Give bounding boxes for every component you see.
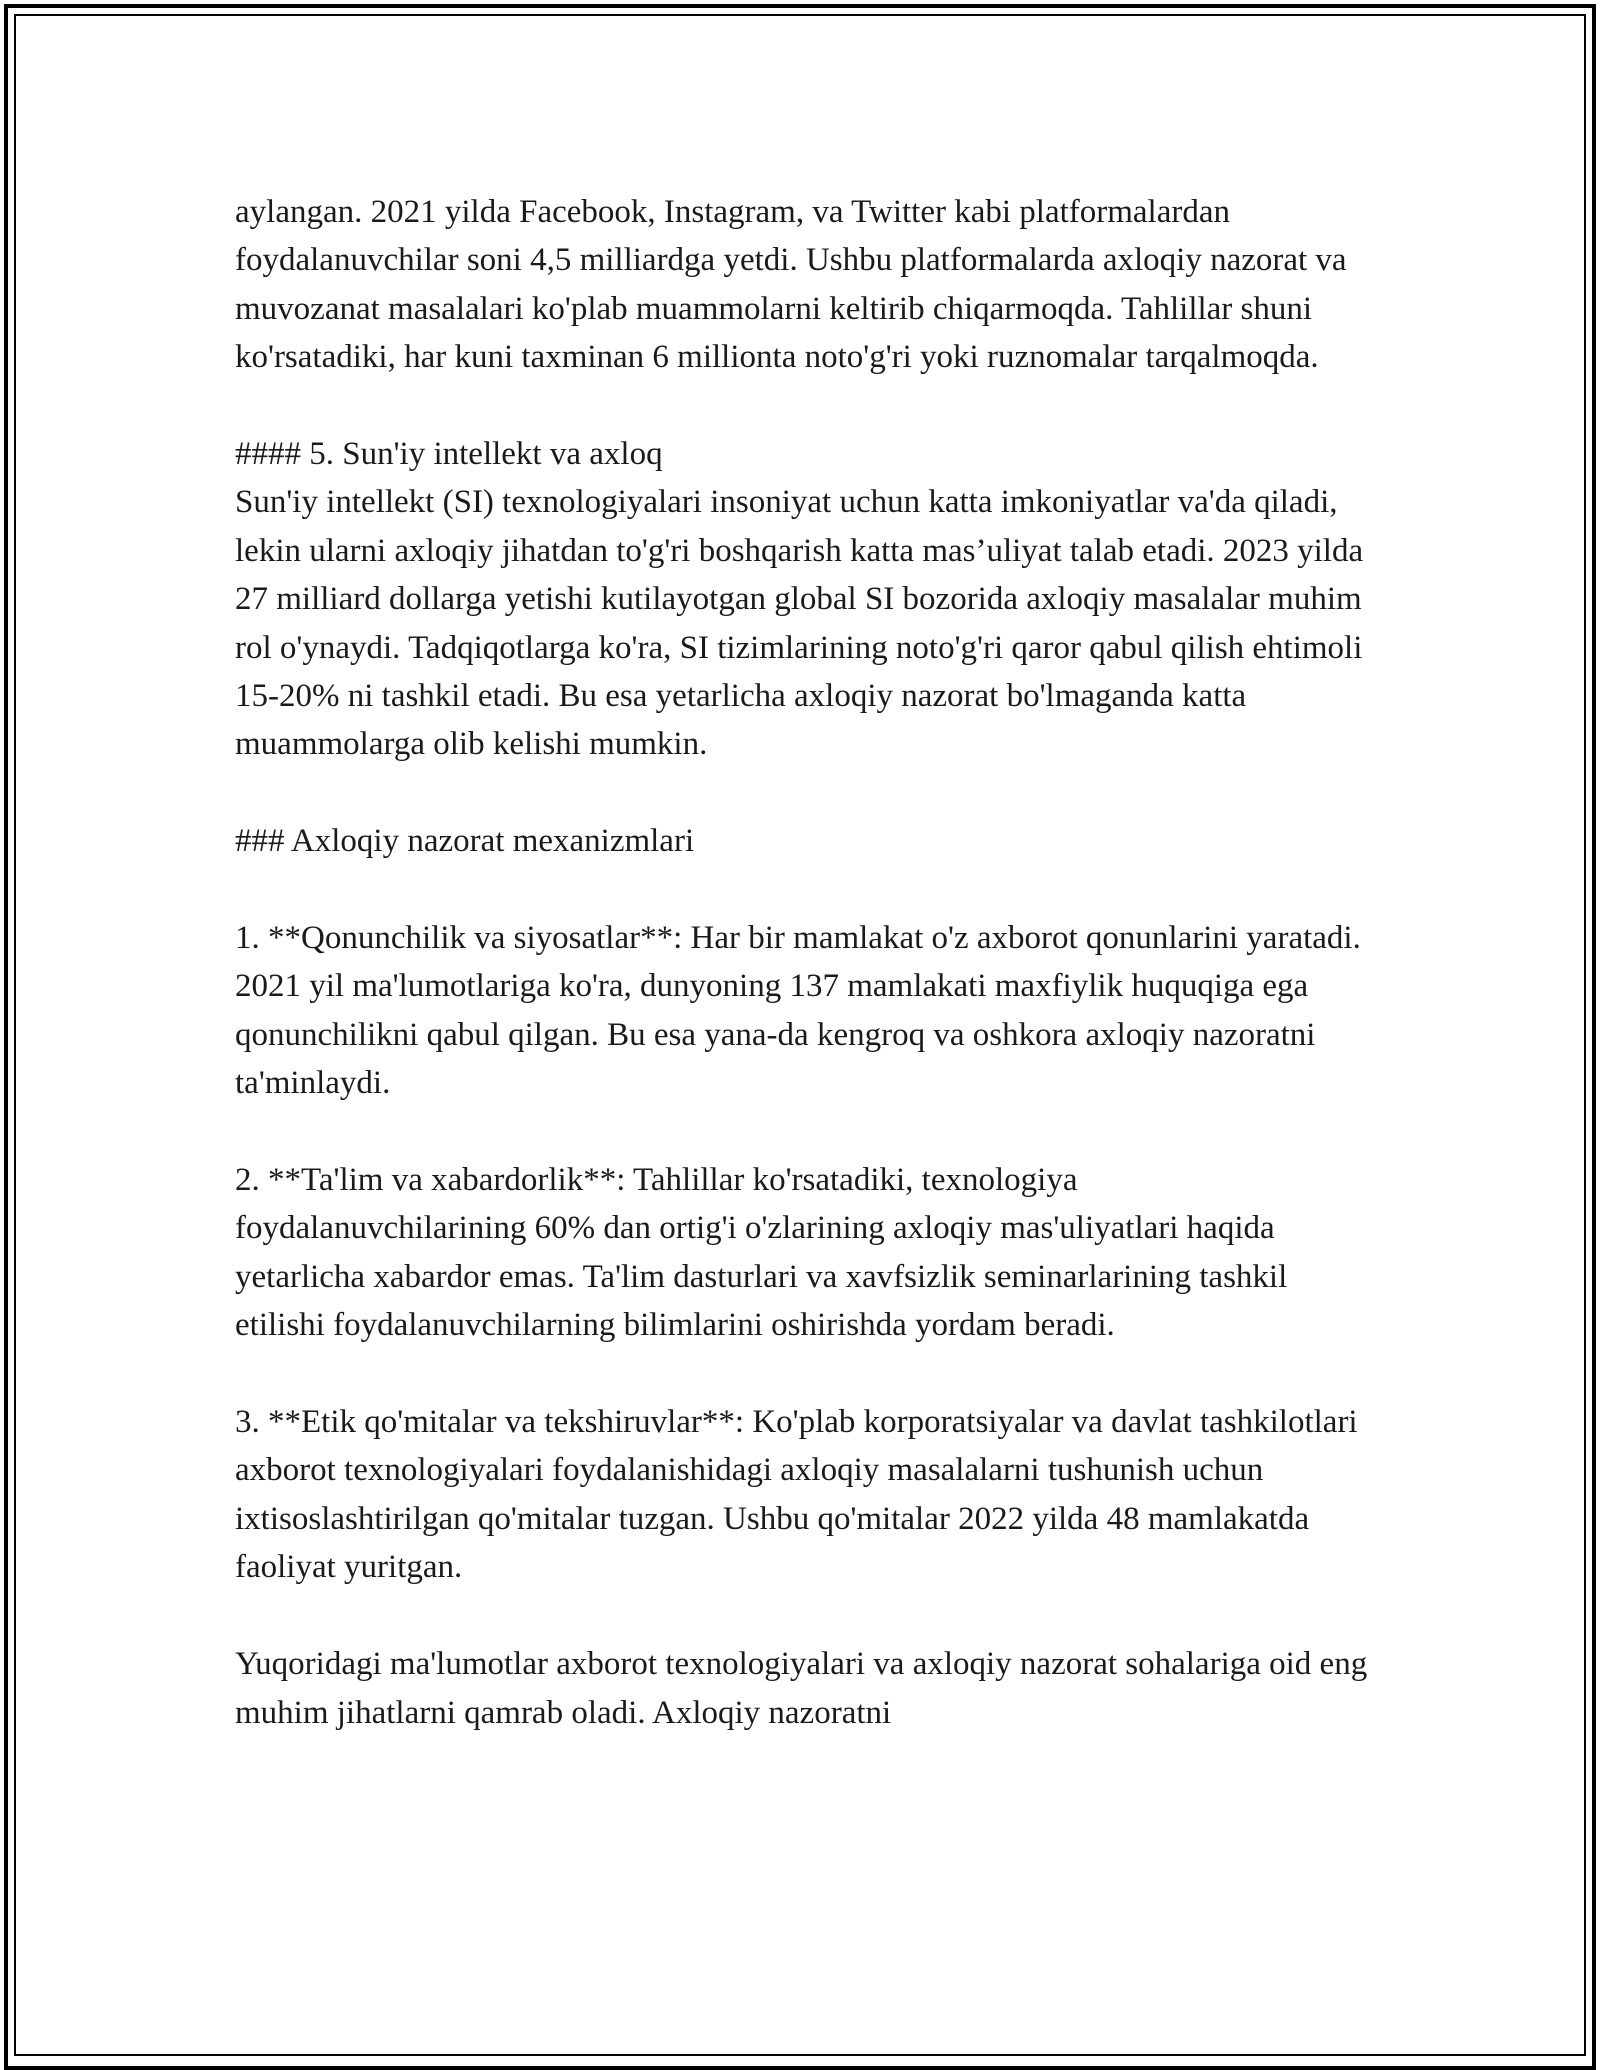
paragraph-gap xyxy=(235,769,1375,817)
document-body xyxy=(235,188,1375,1737)
paragraph-gap xyxy=(235,1350,1375,1398)
paragraph-gap xyxy=(235,866,1375,914)
list-item-legislation: 1. **Qonunchilik va siyosatlar**: Har bir mamlakat o'z axborot qonunlarini yaratadi. 2021 yil ma'lumotlariga ko'ra, dunyoning 137 mamlakati maxfiylik huquqiga ega qonunchilikni qabul qilgan. Bu esa yana-da kengroq va oshkora axloqiy nazoratni ta'minlaydi. xyxy=(235,920,1370,1102)
section-heading-ai-ethics: #### 5. Sun'iy intellekt va axloq xyxy=(235,436,663,473)
list-item-education: 2. **Ta'lim va xabardorlik**: Tahlillar ko'rsatadiki, texnologiya foydalanuvchilarining 60% dan ortig'i o'zlarining axloqiy mas'uliyatlari haqida yetarlicha xabardor emas. Ta'lim dasturlari va xavfsizlik seminarlarining tashkil etilishi foydalanuvchilarning bilimlarini oshirishda yordam beradi. xyxy=(235,1162,1296,1344)
section-heading-control-mechanisms: ### Axloqiy nazorat mexanizmlari xyxy=(235,823,695,860)
paragraph-conclusion: Yuqoridagi ma'lumotlar axborot texnologiyalari va axloqiy nazorat sohalariga oid eng muhim jihatlarni qamrab oladi. Axloqiy nazoratni xyxy=(235,1646,1376,1731)
paragraph-gap xyxy=(235,1108,1375,1156)
paragraph-gap xyxy=(235,382,1375,430)
list-item-ethics-committees: 3. **Etik qo'mitalar va tekshiruvlar**: Ko'plab korporatsiyalar va davlat tashkilotlari axborot texnologiyalari foydalanishidagi axloqiy masalalarni tushunish uchun ixtisoslashtirilgan qo'mitalar tuzgan. Ushbu qo'mitalar 2022 yilda 48 mamlakatda faoliyat yuritgan. xyxy=(235,1404,1366,1586)
paragraph-social-media: aylangan. 2021 yilda Facebook, Instagram, va Twitter kabi platformalardan foydalanuvchilar soni 4,5 milliardga yetdi. Ushbu platformalarda axloqiy nazorat va muvozanat masalalari ko'plab muammolarni keltirib chiqarmoqda. Tahlillar shuni ko'rsatadiki, har kuni taxminan 6 millionta noto'g'ri yoki ruznomalar tarqalmoqda. xyxy=(235,194,1355,376)
paragraph-ai-ethics: Sun'iy intellekt (SI) texnologiyalari insoniyat uchun katta imkoniyatlar va'da qiladi, lekin ularni axloqiy jihatdan to'g'ri boshqarish katta mas’uliyat talab etadi. 2023 yilda 27 milliard dollarga yetishi kutilayotgan global SI bozorida axloqiy masalalar muhim rol o'ynaydi. Tadqiqotlarga ko'ra, SI tizimlarining noto'g'ri qaror qabul qilish ehtimoli 15-20% ni tashkil etadi. Bu esa yetarlicha axloqiy nazorat bo'lmaganda katta muammolarga olib kelishi mumkin. xyxy=(235,484,1372,763)
paragraph-gap xyxy=(235,1592,1375,1640)
